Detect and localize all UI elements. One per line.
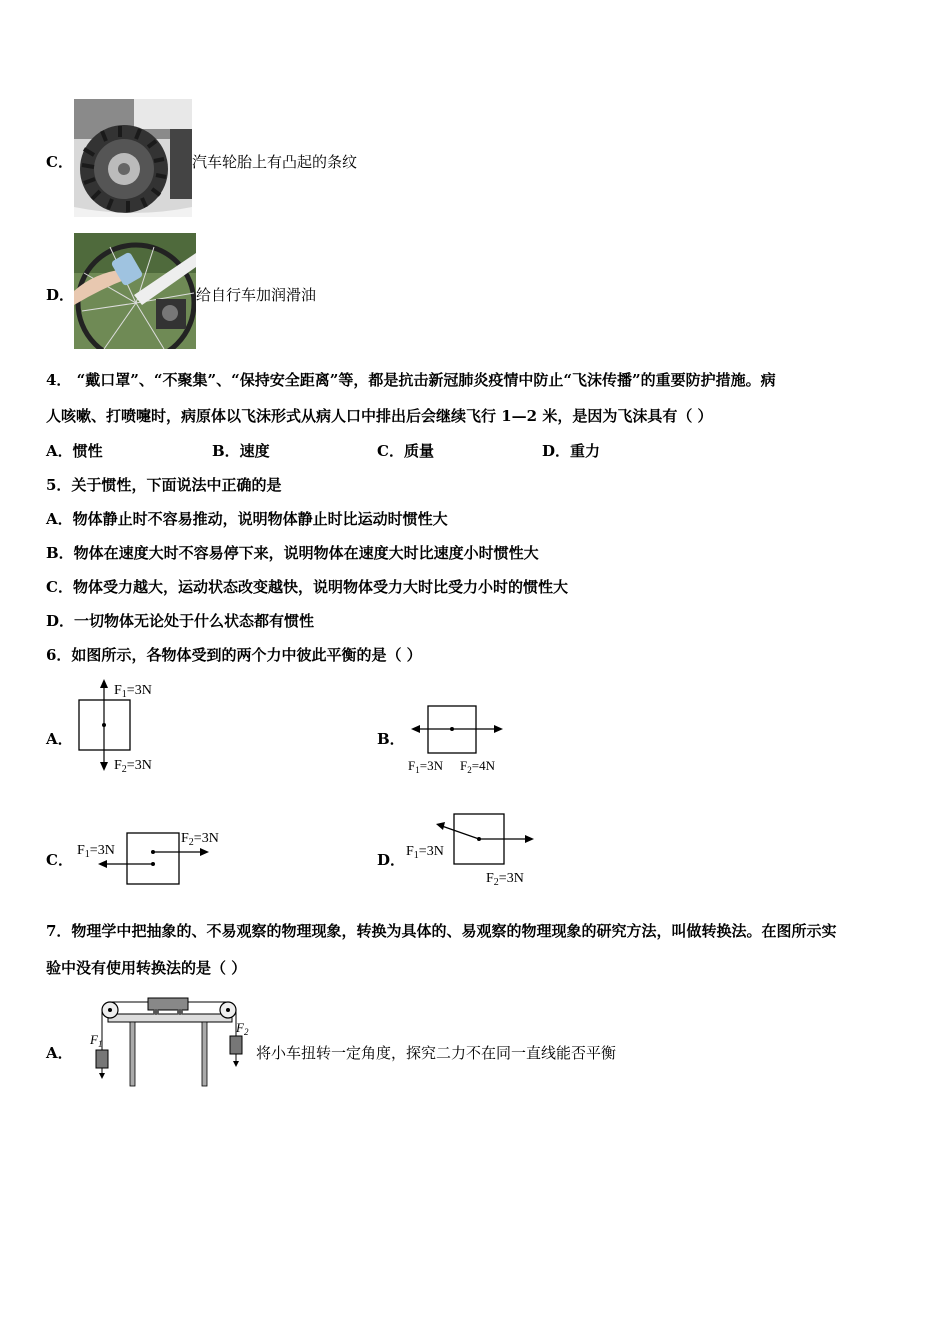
svg-text:F2: $F_2$: [236, 1020, 249, 1037]
tractor-tire-photo: [74, 99, 192, 217]
svg-text:F2=4N: $F_2=4N$: [460, 758, 495, 775]
option-a: A．物体静止时不容易推动，说明物体静止时比运动时惯性大: [46, 510, 448, 528]
option-text: 汽车轮胎上有凸起的条纹: [192, 153, 358, 171]
option-label: B．: [377, 730, 405, 748]
option-b: B．物体在速度大时不容易停下来，说明物体在速度大时比速度小时惯性大: [46, 544, 539, 562]
option-label: C．: [46, 153, 73, 171]
svg-text:F1=3N: $F_1=3N$: [114, 683, 152, 700]
option-label: A．: [46, 730, 73, 748]
option-label: A．: [46, 1044, 73, 1062]
option-label: C．: [46, 851, 73, 869]
cart-pulley-apparatus: [86, 994, 252, 1090]
option-c: C．质量: [377, 442, 434, 460]
svg-text:F2=3N: $F_2=3N$: [114, 758, 152, 775]
option-c: C．物体受力越大，运动状态改变越快，说明物体受力大时比受力小时的惯性大: [46, 578, 568, 596]
force-diagram-a: [70, 676, 180, 776]
svg-text:F2=3N: $F_2=3N$: [181, 831, 219, 848]
option-text: 给自行车加润滑油: [196, 286, 317, 304]
svg-text:F1=3N: $F_1=3N$: [406, 844, 444, 861]
svg-text:F1=3N: $F_1=3N$: [77, 843, 115, 860]
option-text: 将小车扭转一定角度，探究二力不在同一直线能否平衡: [256, 1044, 617, 1062]
question-7-stem-line-2: 验中没有使用转换法的是（ ）: [46, 959, 247, 977]
option-d: D．重力: [542, 442, 601, 460]
option-b: B．速度: [212, 442, 270, 460]
force-diagram-d: [402, 812, 542, 892]
bicycle-oil-photo: [74, 233, 196, 349]
option-d: D．一切物体无论处于什么状态都有惯性: [46, 612, 315, 630]
question-4-stem-line-1: 4． “戴口罩”、“不聚集”、“保持安全距离”等，都是抗击新冠肺炎疫情中防止“飞沫传播”的重要防护措施。病: [46, 371, 776, 389]
option-label: D．: [46, 286, 75, 304]
option-a: A．惯性: [46, 442, 103, 460]
question-6-stem: 6．如图所示，各物体受到的两个力中彼此平衡的是（ ）: [46, 646, 422, 664]
question-4-stem-line-2: 人咳嗽、打喷嚏时，病原体以飞沫形式从病人口中排出后会继续飞行 1—2 米，是因为飞沫具有（ ）: [46, 407, 713, 425]
option-label: D．: [377, 851, 406, 869]
force-diagram-b: [402, 698, 522, 778]
svg-text:F2=3N: $F_2=3N$: [486, 871, 524, 888]
svg-text:F1: $F_1$: [90, 1032, 103, 1049]
question-5-stem: 5．关于惯性，下面说法中正确的是: [46, 476, 282, 494]
question-7-stem-line-1: 7．物理学中把抽象的、不易观察的物理现象，转换为具体的、易观察的物理现象的研究方法，叫做转换法。在图所示实: [46, 922, 837, 940]
force-diagram-c: [74, 824, 244, 890]
svg-text:F1=3N: $F_1=3N$: [408, 758, 443, 775]
